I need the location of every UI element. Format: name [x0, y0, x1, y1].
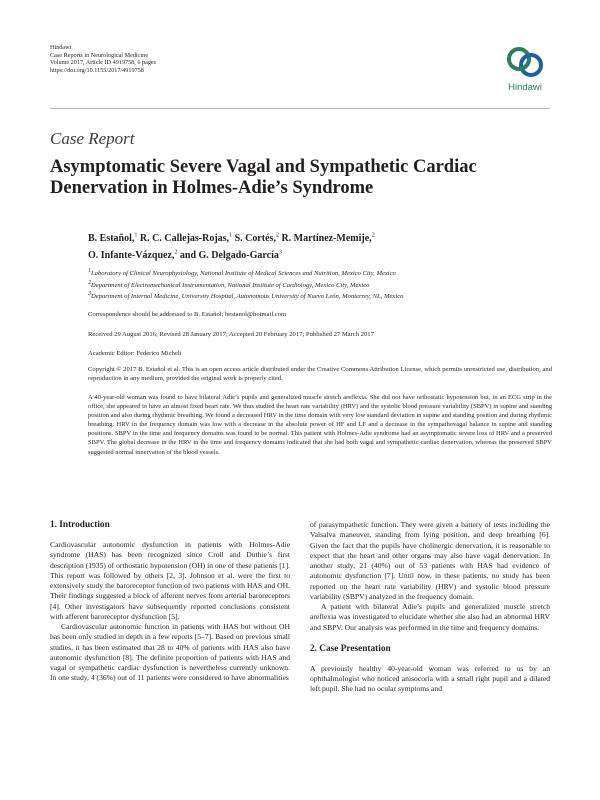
affiliations	[88, 268, 403, 303]
journal-name: Case Reports in Neurological Medicine	[50, 51, 148, 59]
paragraph: Cardiovascular autonomic dysfunction in patients with Holmes-Adie syndrome (HAS) has been recognized since Croll and Duthie’s first description (1935) of orthostatic hypotension (OH) in one of these patients [1]. This report was followed by others [2, 3]. Johnson et al. were the first to extensively study the baroreceptor function of two patients with HAS and OH. Their findings suggested a block of afferent nerves from arterial baroreceptors [4]. Other investigators have subsequently reported conclusions consistent with afferent baroreceptor dysfunction [5].	[50, 540, 290, 621]
volume-info: Volume 2017, Article ID 4919758, 6 pages	[50, 59, 157, 67]
hindawi-logo-icon	[505, 44, 545, 80]
author-sup: 2	[275, 232, 279, 239]
author-sup: 3	[278, 249, 282, 256]
title-line: Denervation in Holmes-Adie’s Syndrome	[50, 178, 374, 198]
paragraph: of parasympathetic function. They were given a battery of tests including the Valsalva maneuver, standing from lying position, and deep breathing [6]. Given the fact that the pupils have cholinergic denervation, it is reasonable to expect that the heart and other organs may also have vagal denervation. In another study, 21 (40%) out of 53 patients with HAS had evidence of autonomic dysfunction [7]. Until now, in these patients, no study has been reported on the heart rate variability (HRV) and systolic blood pressure variability (SBPV) analyzed in the frequency domain.	[310, 520, 550, 601]
paragraph: A previously healthy 40-year-old woman was referred to us by an ophthalmologist who noticed anisocoria with a small right pupil and a dilated left pupil. She had no ocular symptoms and	[310, 663, 550, 694]
column-left	[50, 520, 290, 684]
author-name: B. Estañol,	[88, 233, 135, 244]
doi-link[interactable]: https://doi.org/10.1155/2017/4919758	[50, 66, 144, 74]
author-name: R. Martínez-Memije,	[281, 233, 372, 244]
copyright-notice: Copyright © 2017 B. Estañol et al. This is an open access article distributed under the Creative Commons Attribution License, which permits unrestricted use, distribution, and reproduction in any medium, provided the original work is properly cited.	[88, 366, 552, 383]
logo-text: Hindawi	[508, 82, 542, 93]
author-sup: 1	[134, 232, 138, 239]
academic-editor: Academic Editor: Federico Micheli	[88, 350, 182, 357]
section-heading: 2. Case Presentation	[310, 643, 391, 654]
author-sup: 1	[229, 232, 233, 239]
author-name: S. Cortés,	[234, 233, 276, 244]
paragraph: A patient with bilateral Adie’s pupils and generalized muscle stretch areflexia was investigated to elucidate whether she also had an abnormal HRV and SBPV. Our analysis was performed in the time and frequency domains.	[310, 602, 550, 632]
abstract: A 40-year-old woman was found to have bilateral Adie’s pupils and generalized muscle stretch areflexia. She did not have orthostatic hypotension but, in an ECG strip in the office, she appeared to have an almost fixed heart rate. We thus studied the heart rate variability (HRV) and the systolic blood pressure variability (SBPV) in supine and standing position and also during rhythmic breathing. We found a decreased HRV in the time domain with very low standard deviation in supine and standing position and during rhythmic breathing. HRV in the frequency domain was low with a decrease in the absolute power of HF and LF and a decrease in the sympathovagal balance in supine and standing positions. SBPV in the time and frequency domains was found to be normal. This patient with Holmes-Adie syndrome had an asymptomatic severe loss of HRV and a preserved SBPV. The global decrease in the HRV in the time and frequency domains indicated that she had both vagal and sympathetic cardiac denervation, whereas the preserved SBPV suggested normal innervation of the blood vessels.	[88, 394, 552, 456]
hindawi-logo	[496, 44, 554, 93]
article-type: Case Report	[50, 129, 135, 148]
author-sup: 2	[371, 232, 375, 239]
correspondence: Correspondence should be addressed to B. Estañol; bestanol@hotmail.com	[88, 311, 287, 318]
affiliation: $^3$Department of Internal Medicine, University Hospital, Autonomous University of Nuevo León, Monterrey, NL, Mexico	[88, 291, 404, 301]
section-heading: 1. Introduction	[50, 520, 110, 530]
author-name: O. Infante-Vázquez,	[88, 250, 175, 261]
title-line: Asymptomatic Severe Vagal and Sympathetic Cardiac	[50, 157, 477, 177]
affiliation: $^2$Department of Electromechanical Instrumentation, National Institute of Cardiology, Mexico City, Mexico	[88, 279, 370, 289]
article-dates: Received 29 August 2016; Revised 28 January 2017; Accepted 20 February 2017; Published 27 March 2017	[88, 331, 374, 338]
journal-header	[50, 44, 156, 74]
affiliation: $^1$Laboratory of Clinical Neurophysiology, National Institute of Medical Sciences and Nutrition, Mexico City, Mexico	[88, 267, 396, 277]
column-right	[310, 520, 550, 695]
author-sup: 2	[174, 249, 178, 256]
article-title	[50, 157, 550, 199]
author-name: and G. Delgado-García	[179, 250, 279, 261]
publisher-name: Hindawi	[50, 44, 72, 51]
author-list	[88, 230, 375, 264]
author-name: R. C. Callejas-Rojas,	[139, 233, 230, 244]
header-divider	[50, 108, 550, 109]
paragraph: Cardiovascular autonomic function in patients with HAS but without OH has been only studied in depth in a few reports [5–7]. Based on previous small studies, it has been estimated that 28 to 40% of patients with HAS also have autonomic dysfunction [8]. The definite proportion of patients with HAS and vagal or sympathetic cardiac dysfunction is nevertheless currently unknown. In one study, 4 (36%) out of 11 patients were considered to have abnormalities	[50, 622, 290, 683]
